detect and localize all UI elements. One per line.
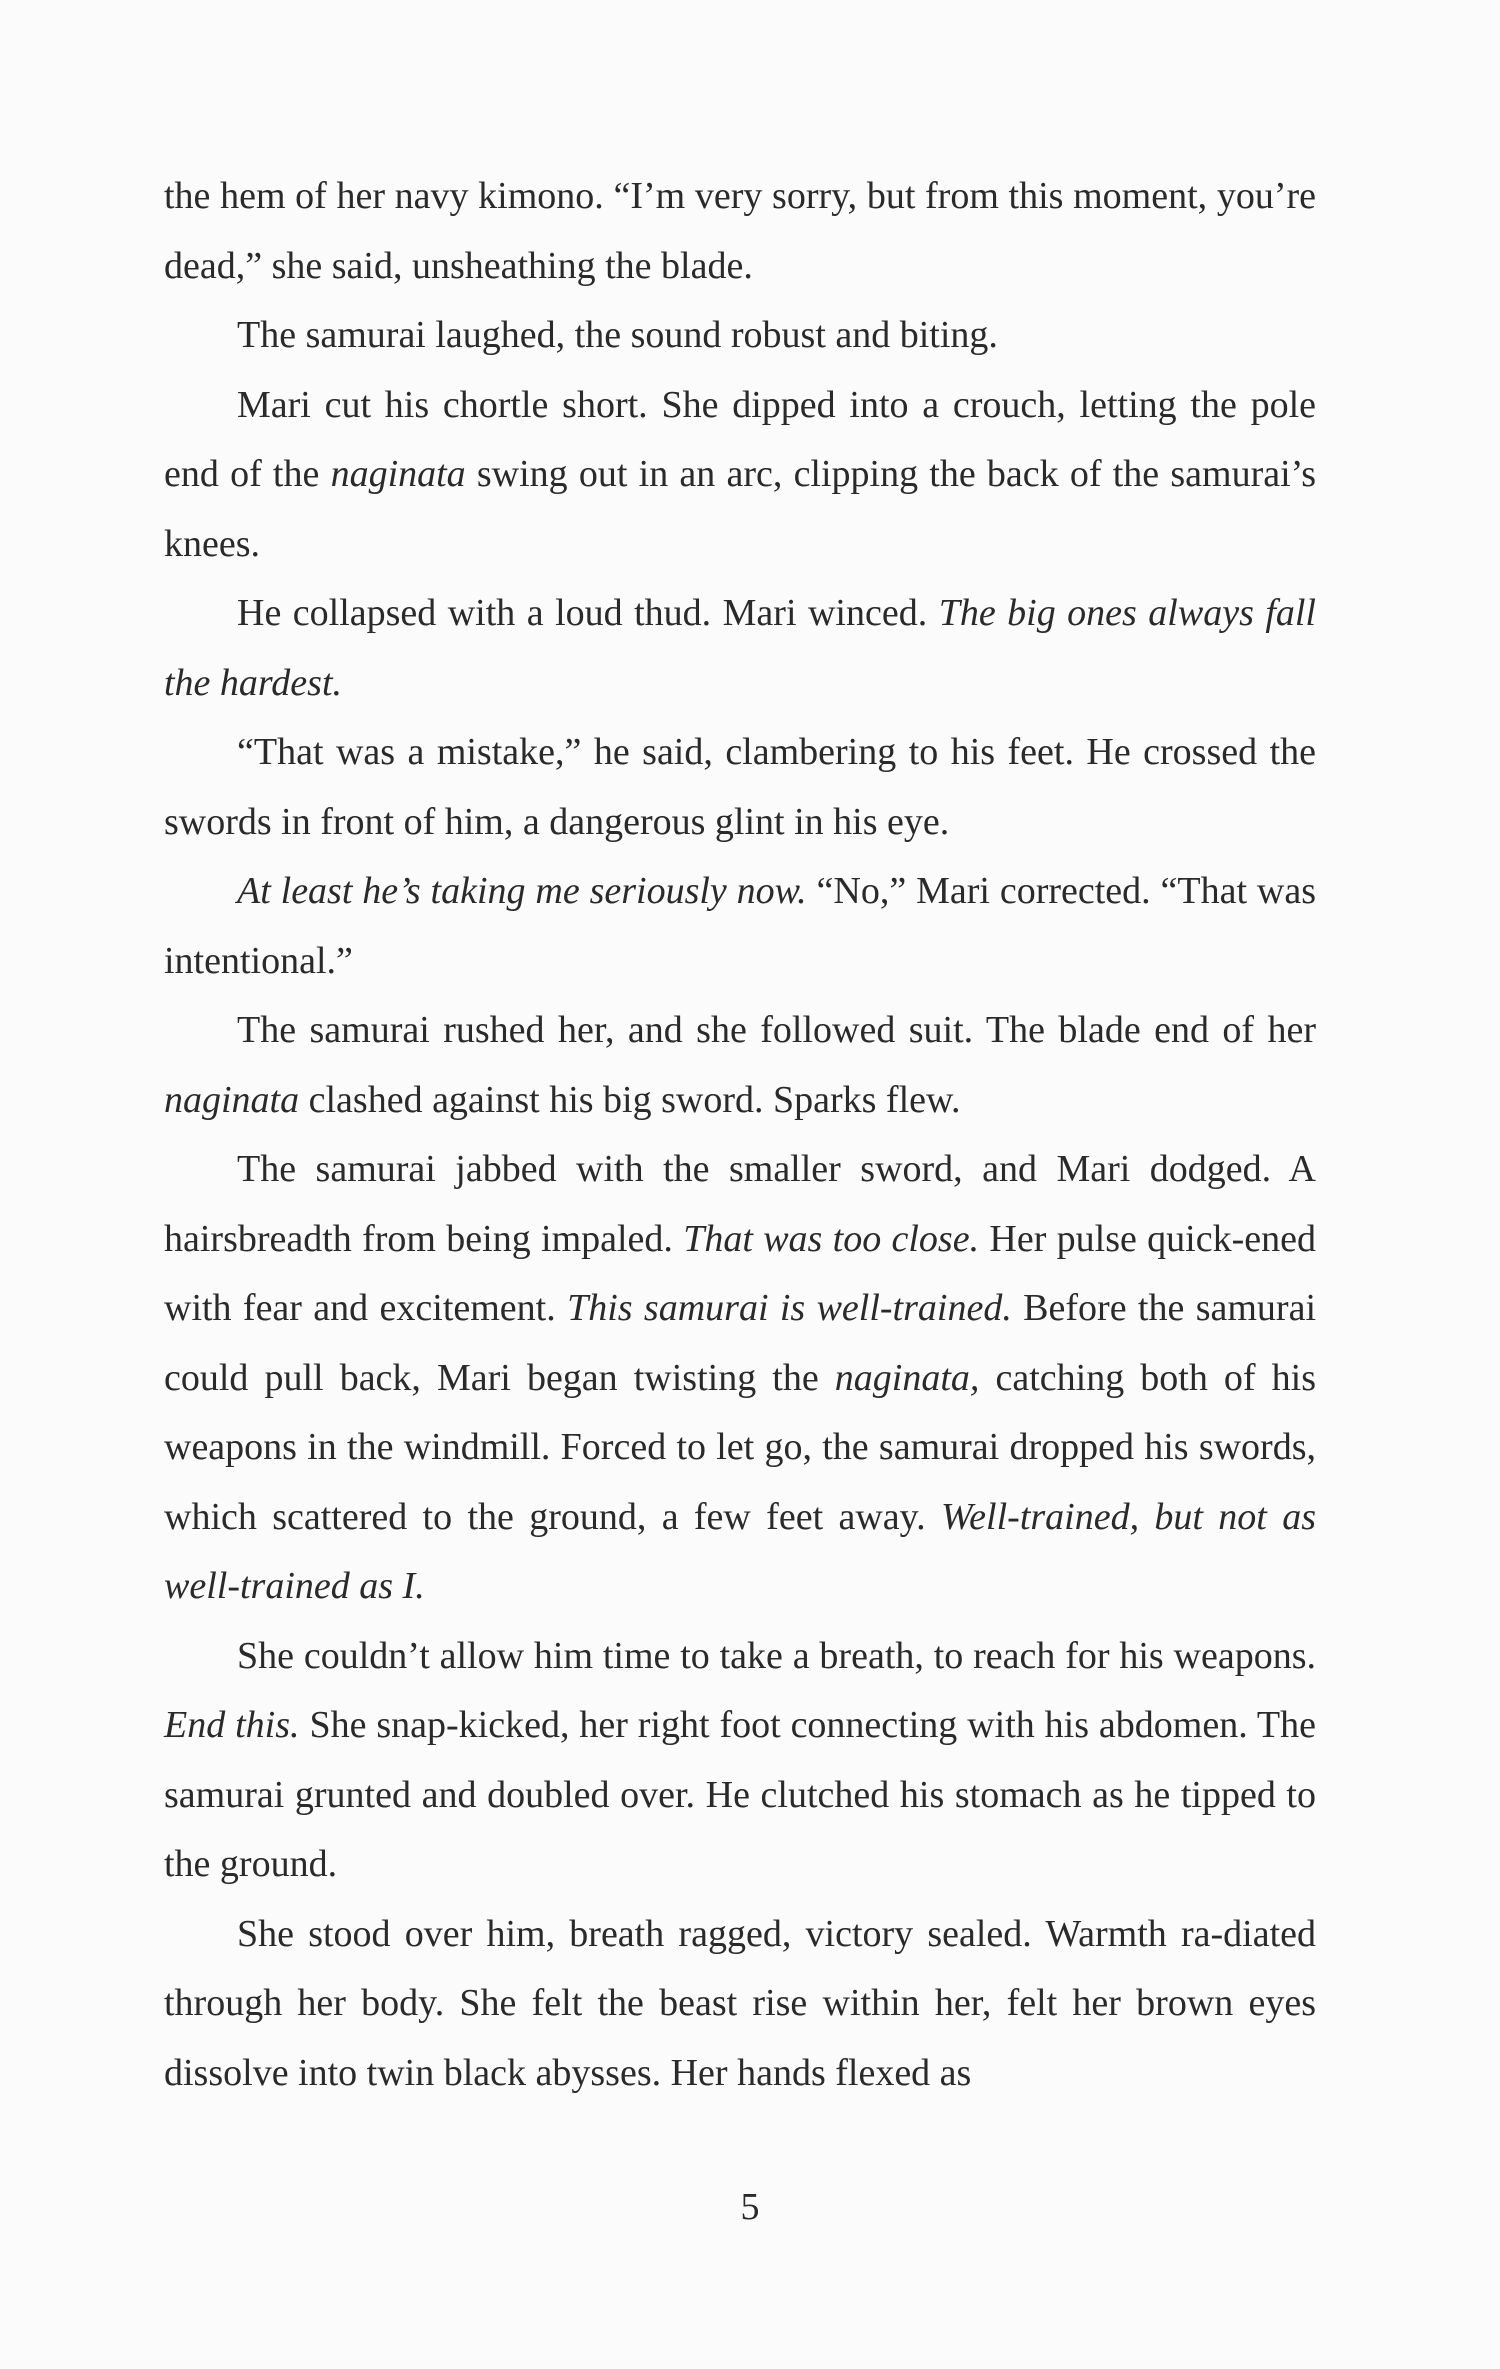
paragraph (164, 162, 1316, 301)
page-number: 5 (740, 2186, 760, 2228)
text-run: He collapsed with a loud thud. Mari winced. (237, 592, 939, 634)
text-run: clashed against his big sword. Sparks flew. (299, 1078, 961, 1121)
text-run: The samurai rushed her, and she followed suit. The blade end of her (237, 1009, 1316, 1051)
text-run: “No,” Mari corrected. “That was intentional.” (164, 870, 1316, 982)
paragraph (164, 718, 1316, 857)
paragraph (164, 1900, 1316, 2109)
paragraph (164, 996, 1316, 1135)
text-run: The samurai laughed, the sound robust and biting. (237, 314, 998, 356)
paragraph (164, 579, 1316, 718)
italic-text: That was too close. (683, 1217, 980, 1260)
text-run: She couldn’t allow him time to take a breath, to reach for his weapons. (237, 1634, 1316, 1677)
italic-text: At least he’s taking me seriously now. (237, 870, 807, 912)
paragraph (164, 1622, 1316, 1900)
text-run: Before the samurai could pull back, Mari began twisting the (164, 1287, 1316, 1399)
italic-text: End this. (164, 1704, 300, 1746)
text-run: “That was a mistake,” he said, clambering to his feet. He crossed the swords in front of him, a dangerous glint in his eye. (164, 731, 1316, 843)
italic-text: The big ones always fall the hardest. (164, 592, 1316, 704)
text-run: The samurai jabbed with the smaller sword, and Mari dodged. A hairsbreadth from being impaled. (164, 1148, 1316, 1260)
paragraph (164, 301, 1316, 371)
text-run: Her pulse quick-ened with fear and excitement. (164, 1217, 1316, 1329)
italic-text: This samurai is well-trained. (567, 1287, 1012, 1329)
text-run: the hem of her navy kimono. “I’m very sorry, but from this moment, you’re dead,” she said, unsheathing the blade. (164, 175, 1316, 287)
text-run: She stood over him, breath ragged, victory sealed. Warmth ra-diated through her body. She felt the beast rise within her, felt her brown eyes dissolve into twin black abysses. Her hands flexed as (164, 1912, 1316, 2094)
text-run: She snap-kicked, her right foot connecting with his abdomen. The samurai grunted and doubled over. He clutched his stomach as he tipped to the ground. (164, 1704, 1316, 1885)
text-run: swing out in an arc, clipping the back of the samurai’s knees. (164, 453, 1316, 565)
body-text (164, 162, 1316, 2108)
italic-text: naginata (330, 453, 466, 495)
text-run: Mari cut his chortle short. She dipped into a crouch, letting the pole end of the (164, 383, 1316, 495)
paragraph (164, 371, 1316, 580)
paragraph (164, 857, 1316, 996)
paragraph (164, 1135, 1316, 1622)
italic-text: naginata (164, 1078, 300, 1121)
text-run: catching both of his weapons in the windmill. Forced to let go, the samurai dropped his swords, which scattered to the ground, a few feet away. (164, 1356, 1316, 1538)
italic-text: naginata, (834, 1356, 980, 1399)
italic-text: Well-trained, but not as well-trained as I. (164, 1495, 1316, 1607)
